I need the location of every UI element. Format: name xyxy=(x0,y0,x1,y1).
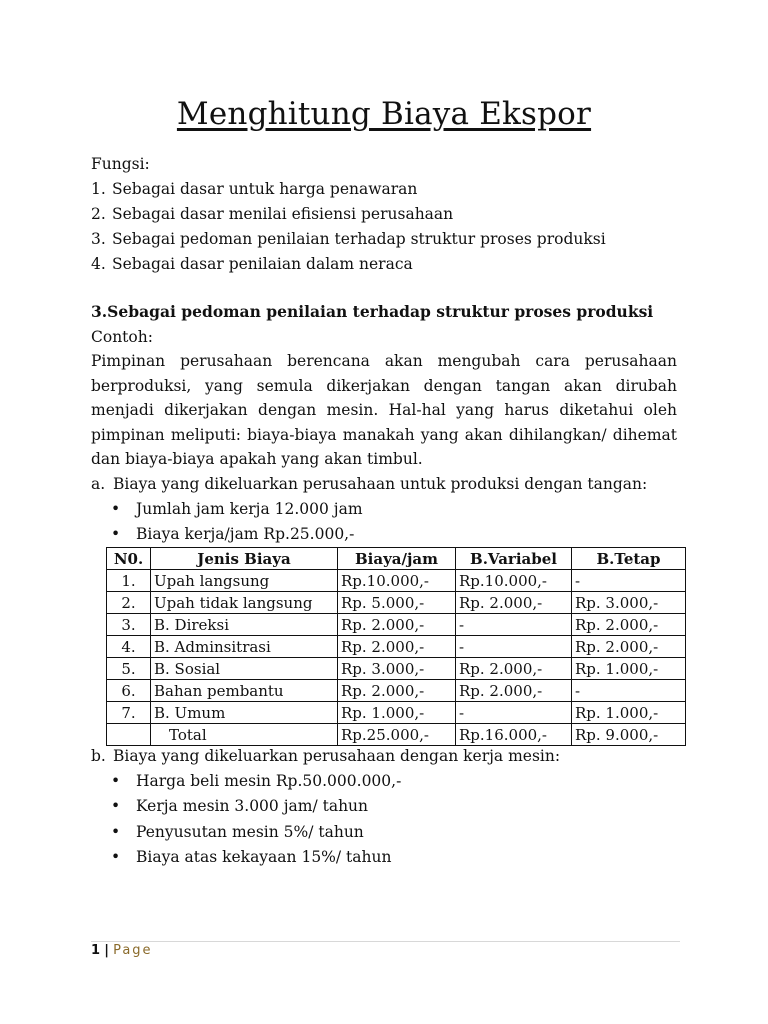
bullet-item xyxy=(111,822,364,842)
fungsi-heading: Fungsi: xyxy=(91,155,150,173)
table-row xyxy=(107,570,686,592)
table-cell: Rp. 3.000,- xyxy=(338,658,456,680)
bullet-icon: • xyxy=(111,525,121,543)
table-cell xyxy=(107,724,151,746)
bullet-icon: • xyxy=(111,823,121,841)
bullet-item xyxy=(111,771,401,791)
bullet-item xyxy=(111,524,354,544)
table-cell: Rp.10.000,- xyxy=(456,570,572,592)
bullet-item xyxy=(111,847,391,867)
table-cell: Rp. 5.000,- xyxy=(338,592,456,614)
table-cell: Rp. 1.000,- xyxy=(572,658,686,680)
list-text: Sebagai dasar menilai efisiensi perusahaan xyxy=(112,205,454,223)
table-cell: Rp.25.000,- xyxy=(338,724,456,746)
table-cell: Rp. 9.000,- xyxy=(572,724,686,746)
table-cell: - xyxy=(456,636,572,658)
page-number: 1 xyxy=(91,943,101,958)
fungsi-item xyxy=(91,179,417,199)
list-text: Biaya yang dikeluarkan perusahaan dengan kerja mesin: xyxy=(113,747,561,765)
table-total-row xyxy=(107,724,686,746)
table-header-cell: Jenis Biaya xyxy=(151,548,338,570)
list-number: 3. xyxy=(91,230,106,248)
bullet-item xyxy=(111,499,363,519)
list-text: Sebagai dasar untuk harga penawaran xyxy=(112,180,418,198)
footer-separator: | xyxy=(104,943,109,958)
document-title: Menghitung Biaya Ekspor xyxy=(176,96,592,132)
footer-divider xyxy=(91,941,680,942)
fungsi-item xyxy=(91,254,413,274)
table-cell: 3. xyxy=(107,614,151,636)
table-cell: - xyxy=(456,702,572,724)
table-cell: Rp. 2.000,- xyxy=(338,680,456,702)
table-cell: Rp. 2.000,- xyxy=(456,680,572,702)
table-header-cell: Biaya/jam xyxy=(338,548,456,570)
table-cell: Upah langsung xyxy=(151,570,338,592)
table-row xyxy=(107,680,686,702)
bullet-text: Harga beli mesin Rp.50.000.000,- xyxy=(136,772,402,790)
table-header-cell: N0. xyxy=(107,548,151,570)
bullet-item xyxy=(111,796,368,816)
bullet-text: Biaya atas kekayaan 15%/ tahun xyxy=(136,848,392,866)
list-label: b. xyxy=(91,747,106,765)
table-cell: Rp. 2.000,- xyxy=(338,636,456,658)
table-cell: Bahan pembantu xyxy=(151,680,338,702)
table-cell: 7. xyxy=(107,702,151,724)
table-cell: B. Adminsitrasi xyxy=(151,636,338,658)
bullet-text: Penyusutan mesin 5%/ tahun xyxy=(136,823,364,841)
list-text: Biaya yang dikeluarkan perusahaan untuk produksi dengan tangan: xyxy=(113,475,648,493)
bullet-icon: • xyxy=(111,797,121,815)
part-a-line xyxy=(91,474,647,494)
page-label: Page xyxy=(113,943,153,958)
table-cell: - xyxy=(572,570,686,592)
list-number: 2. xyxy=(91,205,106,223)
table-cell: Rp. 2.000,- xyxy=(572,614,686,636)
table-header-cell: B.Variabel xyxy=(456,548,572,570)
table-header-cell: B.Tetap xyxy=(572,548,686,570)
table-row xyxy=(107,658,686,680)
cost-table xyxy=(106,547,686,746)
bullet-icon: • xyxy=(111,500,121,518)
table-cell: - xyxy=(572,680,686,702)
table-cell: B. Sosial xyxy=(151,658,338,680)
table-cell: Rp. 2.000,- xyxy=(572,636,686,658)
table-cell: Rp. 2.000,- xyxy=(456,592,572,614)
page-footer xyxy=(91,943,153,958)
table-cell: Total xyxy=(151,724,338,746)
body-paragraph: Pimpinan perusahaan berencana akan mengubah cara perusahaan berproduksi, yang semula dikerjakan dengan tangan akan dirubah menjadi dikerjakan dengan mesin. Hal-hal yang harus diketahui oleh pimpinan meliputi: biaya-biaya manakah yang akan dihilangkan/ dihemat dan biaya-biaya apakah yang akan timbul. xyxy=(91,352,677,468)
list-text: Sebagai pedoman penilaian terhadap struktur proses produksi xyxy=(112,230,606,248)
table-cell: B. Umum xyxy=(151,702,338,724)
table-cell: - xyxy=(456,614,572,636)
table-cell: Upah tidak langsung xyxy=(151,592,338,614)
table-row xyxy=(107,592,686,614)
section-heading: 3.Sebagai pedoman penilaian terhadap struktur proses produksi xyxy=(91,302,654,321)
table-header-row xyxy=(107,548,686,570)
table-cell: Rp.16.000,- xyxy=(456,724,572,746)
table-cell: 4. xyxy=(107,636,151,658)
bullet-text: Jumlah jam kerja 12.000 jam xyxy=(136,500,363,518)
table-cell: 2. xyxy=(107,592,151,614)
fungsi-item xyxy=(91,204,453,224)
table-row xyxy=(107,636,686,658)
table-row xyxy=(107,702,686,724)
table-cell: Rp. 1.000,- xyxy=(572,702,686,724)
part-b-line xyxy=(91,746,560,766)
table-cell: Rp. 2.000,- xyxy=(456,658,572,680)
table-cell: 6. xyxy=(107,680,151,702)
list-text: Sebagai dasar penilaian dalam neraca xyxy=(112,255,413,273)
table-cell: B. Direksi xyxy=(151,614,338,636)
table-cell: Rp.10.000,- xyxy=(338,570,456,592)
table-cell: 5. xyxy=(107,658,151,680)
contoh-label: Contoh: xyxy=(91,328,153,346)
list-number: 1. xyxy=(91,180,106,198)
list-number: 4. xyxy=(91,255,106,273)
bullet-icon: • xyxy=(111,848,121,866)
bullet-text: Kerja mesin 3.000 jam/ tahun xyxy=(136,797,369,815)
bullet-icon: • xyxy=(111,772,121,790)
table-cell: Rp. 1.000,- xyxy=(338,702,456,724)
table-row xyxy=(107,614,686,636)
bullet-text: Biaya kerja/jam Rp.25.000,- xyxy=(136,525,355,543)
list-label: a. xyxy=(91,475,106,493)
table-cell: 1. xyxy=(107,570,151,592)
table-cell: Rp. 2.000,- xyxy=(338,614,456,636)
table-cell: Rp. 3.000,- xyxy=(572,592,686,614)
fungsi-item xyxy=(91,229,606,249)
